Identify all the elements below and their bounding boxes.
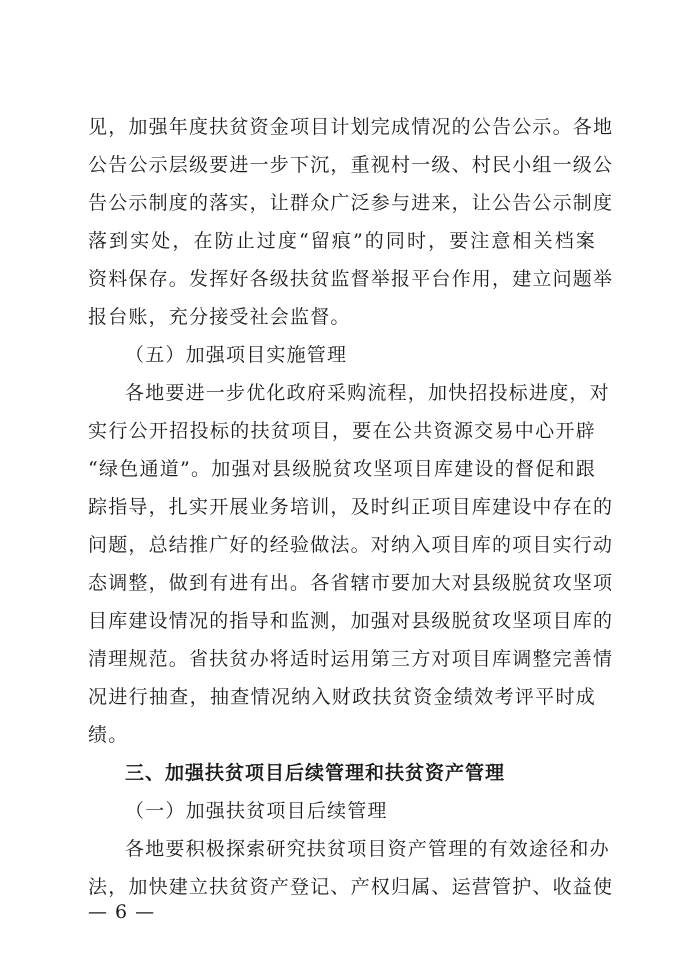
body-text-line: 绩。: [88, 724, 129, 746]
body-text-line: 公告公示层级要进一步下沉，重视村一级、村民小组一级公: [88, 154, 614, 176]
section-subheading: （五）加强项目实施管理: [125, 344, 348, 366]
body-text-line: 清理规范。省扶贫办将适时运用第三方对项目库调整完善情: [88, 648, 614, 670]
body-text-line: 资料保存。发挥好各级扶贫监督举报平台作用，建立问题举: [88, 268, 614, 290]
body-text-line: 踪指导，扎实开展业务培训，及时纠正项目库建设中存在的: [88, 496, 614, 518]
body-text-line: 落到实处，在防止过度“留痕”的同时，要注意相关档案: [88, 230, 596, 252]
body-text-line: 目库建设情况的指导和监测，加强对县级脱贫攻坚项目库的: [88, 610, 614, 632]
body-text-line: “绿色通道”。加强对县级脱贫攻坚项目库建设的督促和跟: [88, 458, 596, 480]
body-text-line: 见，加强年度扶贫资金项目计划完成情况的公告公示。各地: [88, 116, 614, 138]
body-text-line: 法，加快建立扶贫资产登记、产权归属、运营管护、收益使: [88, 876, 614, 898]
body-text-line: 告公示制度的落实，让群众广泛参与进来，让公告公示制度: [88, 192, 614, 214]
page-number: — 6 —: [88, 901, 156, 923]
body-text-line: 问题，总结推广好的经验做法。对纳入项目库的项目实行动: [88, 534, 614, 556]
body-text-line: 报台账，充分接受社会监督。: [88, 306, 351, 328]
body-text-line: 况进行抽查，抽查情况纳入财政扶贫资金绩效考评平时成: [88, 686, 596, 708]
body-text-line: 各地要进一步优化政府采购流程，加快招投标进度，对: [125, 382, 610, 404]
body-text-line: 实行公开招投标的扶贫项目，要在公共资源交易中心开辟: [88, 420, 596, 442]
section-subheading: （一）加强扶贫项目后续管理: [125, 800, 388, 822]
body-text-line: 态调整，做到有进有出。各省辖市要加大对县级脱贫攻坚项: [88, 572, 614, 594]
body-text-line: 各地要积极探索研究扶贫项目资产管理的有效途径和办: [125, 838, 610, 860]
section-heading: 三、加强扶贫项目后续管理和扶贫资产管理: [125, 762, 506, 784]
